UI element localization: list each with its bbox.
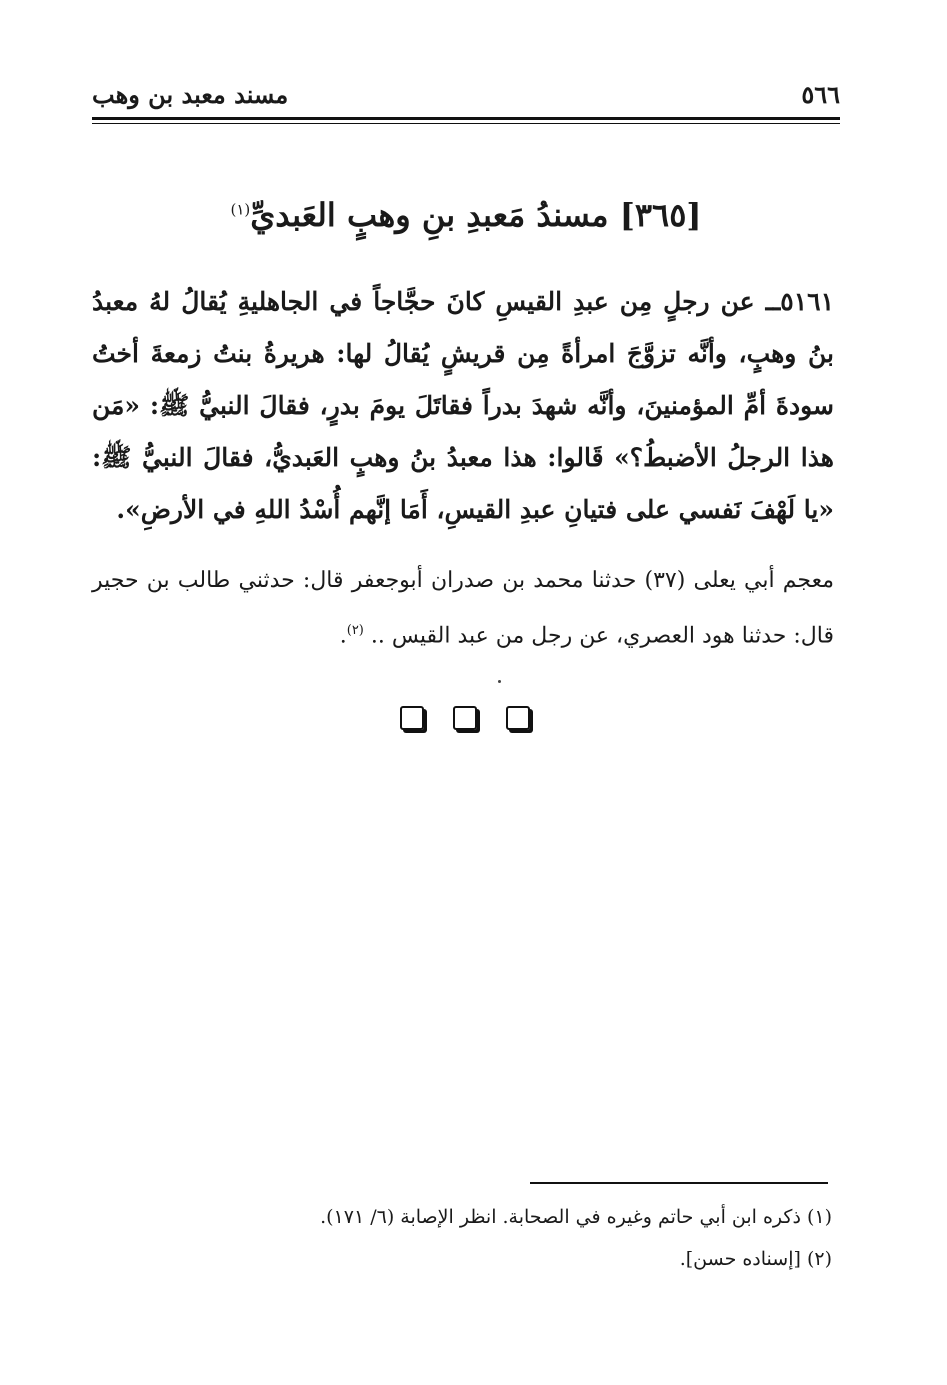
footnote-2: (٢) [إسناده حسن]. — [679, 1248, 832, 1270]
section-title — [92, 196, 840, 234]
section-title-text: [٣٦٥] مسندُ مَعبدِ بنِ وهبٍ العَبديِّ — [250, 196, 702, 234]
separator-box-icon — [506, 706, 530, 730]
source-citation — [92, 556, 834, 661]
page-number: ٥٦٦ — [801, 80, 840, 109]
footnote-1: (١) ذكره ابن أبي حاتم وغيره في الصحابة. انظر الإصابة (٦/ ١٧١). — [320, 1206, 832, 1228]
source-text: معجم أبي يعلى (٣٧) حدثنا محمد بن صدران أبوجعفر قال: حدثني طالب بن حجير قال: حدثنا هود العصري، عن رجل من عبد القيس .. — [92, 568, 835, 649]
footnote-rule — [530, 1182, 828, 1184]
running-header — [92, 80, 840, 116]
source-end: . — [339, 623, 347, 649]
source-footnote-ref: (٢) — [346, 623, 364, 638]
footnotes — [92, 1196, 832, 1280]
section-separator — [400, 706, 530, 736]
header-title: مسند معبد بن وهب — [92, 80, 289, 109]
hadith-text: ٥١٦١ــ عن رجلٍ مِن عبدِ القيسِ كانَ حجَّاجاً في الجاهليةِ يُقالُ لهُ معبدُ بنُ وهبٍ، وأنَّه تزوَّجَ امرأةً مِن قريشٍ يُقالُ لها: هريرةُ بنتُ زمعةَ أختُ سودةَ أمِّ المؤمنينَ، وأنَّه شهدَ بدراً فقاتَلَ يومَ بدرٍ، فقالَ النبيُّ ﷺ: «مَن هذا الرجلُ الأضبطُ؟» قَالوا: هذا معبدُ بنُ وهبٍ العَبديُّ، فقالَ النبيُّ ﷺ: «يا لَهْفَ نَفسي على فتيانِ عبدِ القيسِ، أَمَا إنَّهم أُسْدُ اللهِ في الأرضِ». — [92, 287, 834, 524]
separator-box-icon — [453, 706, 477, 730]
separator-dot — [498, 680, 501, 683]
separator-box-icon — [400, 706, 424, 730]
header-rule-thin — [92, 123, 840, 124]
section-footnote-ref: (١) — [230, 200, 251, 219]
header-rule-thick — [92, 117, 840, 120]
